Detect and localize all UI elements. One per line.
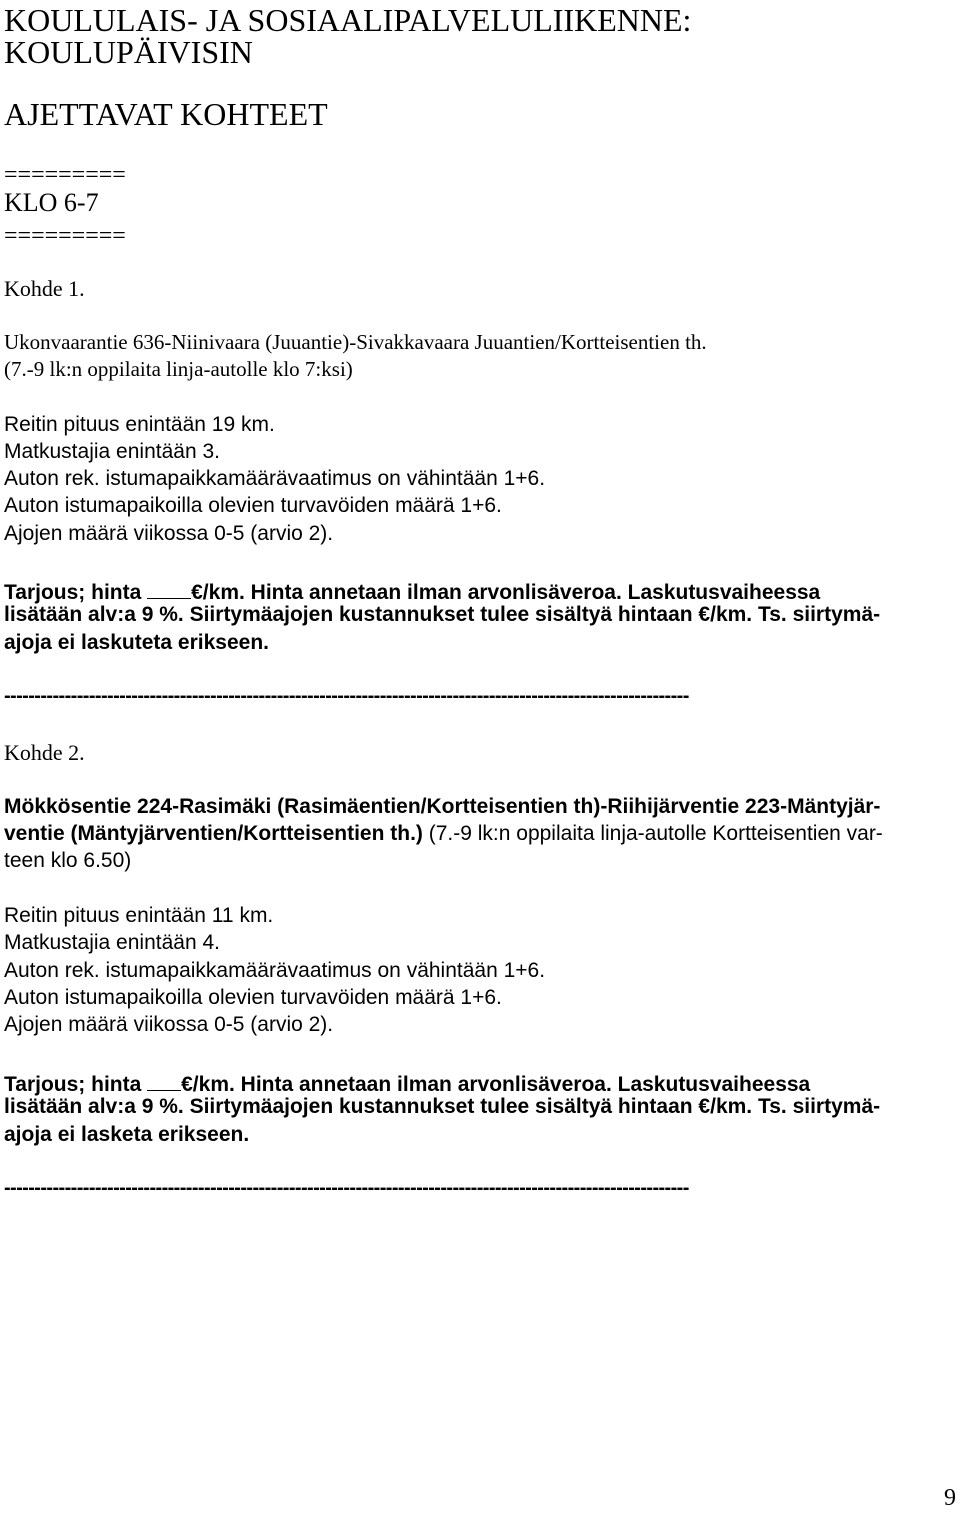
kohde-1-offer-line-1 <box>4 577 820 603</box>
price-blank <box>147 577 191 599</box>
kohde-2-offer-line-2: lisätään alv:a 9 %. Siirtymäajojen kustannukset tulee sisältyä hintaan €/km. Ts. siirtymä- <box>4 1095 881 1118</box>
kohde-2-detail: Auton rek. istumapaikkamäärävaatimus on vähintään 1+6. <box>4 959 546 982</box>
kohde-1-offer-line-2: lisätään alv:a 9 %. Siirtymäajojen kustannukset tulee sisältyä hintaan €/km. Ts. siirtymä- <box>4 603 881 626</box>
route-line-2-bold: ventie (Mäntyjärventien/Kortteisentien th.) <box>4 822 423 845</box>
title-line-2: KOULUPÄIVISIN <box>4 34 253 70</box>
kohde-1-route-line-1: Ukonvaarantie 636-Niinivaara (Juuantie)-Sivakkavaara Juuantien/Kortteisentien th. <box>4 330 707 354</box>
kohde-1-offer-line-3: ajoja ei laskuteta erikseen. <box>4 631 269 654</box>
subtitle: AJETTAVAT KOHTEET <box>4 96 328 132</box>
kohde-2-offer-line-3: ajoja ei lasketa erikseen. <box>4 1123 250 1146</box>
title-line-1: KOULULAIS- JA SOSIAALIPALVELULIIKENNE: <box>4 2 692 38</box>
time-slot: KLO 6-7 <box>4 188 99 217</box>
offer-price-label: Tarjous; hinta <box>4 581 142 604</box>
kohde-2-detail: Reitin pituus enintään 11 km. <box>4 904 274 927</box>
kohde-1-detail: Matkustajia enintään 3. <box>4 440 220 463</box>
kohde-2-detail: Matkustajia enintään 4. <box>4 931 220 954</box>
rule-bottom: ========= <box>4 223 126 249</box>
kohde-1-route-line-2: (7.-9 lk:n oppilaita linja-autolle klo 7:ksi) <box>4 357 353 381</box>
kohde-2-offer-line-1 <box>4 1069 810 1095</box>
kohde-2-detail: Auton istumapaikoilla olevien turvavöiden määrä 1+6. <box>4 986 502 1009</box>
kohde-1-detail: Reitin pituus enintään 19 km. <box>4 413 275 436</box>
separator-1: ----------------------------------------------------------------------------------------------------------------- <box>4 685 689 707</box>
kohde-1-label: Kohde 1. <box>4 276 85 301</box>
route-line-2-rest: (7.-9 lk:n oppilaita linja-autolle Kortteisentien var- <box>422 822 883 845</box>
kohde-2-detail: Ajojen määrä viikossa 0-5 (arvio 2). <box>4 1013 334 1036</box>
page-number: 9 <box>944 1485 956 1511</box>
kohde-2-route-line-3: teen klo 6.50) <box>4 849 132 872</box>
price-blank <box>147 1069 181 1091</box>
kohde-1-detail: Auton istumapaikoilla olevien turvavöiden määrä 1+6. <box>4 494 502 517</box>
kohde-1-detail: Ajojen määrä viikossa 0-5 (arvio 2). <box>4 522 334 545</box>
kohde-1-detail: Auton rek. istumapaikkamäärävaatimus on vähintään 1+6. <box>4 467 546 490</box>
offer-price-text: €/km. Hinta annetaan ilman arvonlisäveroa. Laskutusvaiheessa <box>181 1073 811 1096</box>
rule-top: ========= <box>4 162 126 188</box>
separator-2: ----------------------------------------------------------------------------------------------------------------- <box>4 1177 689 1199</box>
offer-price-label: Tarjous; hinta <box>4 1073 142 1096</box>
kohde-2-route-line-2 <box>4 823 883 844</box>
offer-price-text: €/km. Hinta annetaan ilman arvonlisäveroa. Laskutusvaiheessa <box>191 581 821 604</box>
kohde-2-label: Kohde 2. <box>4 740 85 765</box>
kohde-2-route-line-1: Mökkösentie 224-Rasimäki (Rasimäentien/Kortteisentien th)-Riihijärventie 223-Mäntyjär- <box>4 795 881 818</box>
